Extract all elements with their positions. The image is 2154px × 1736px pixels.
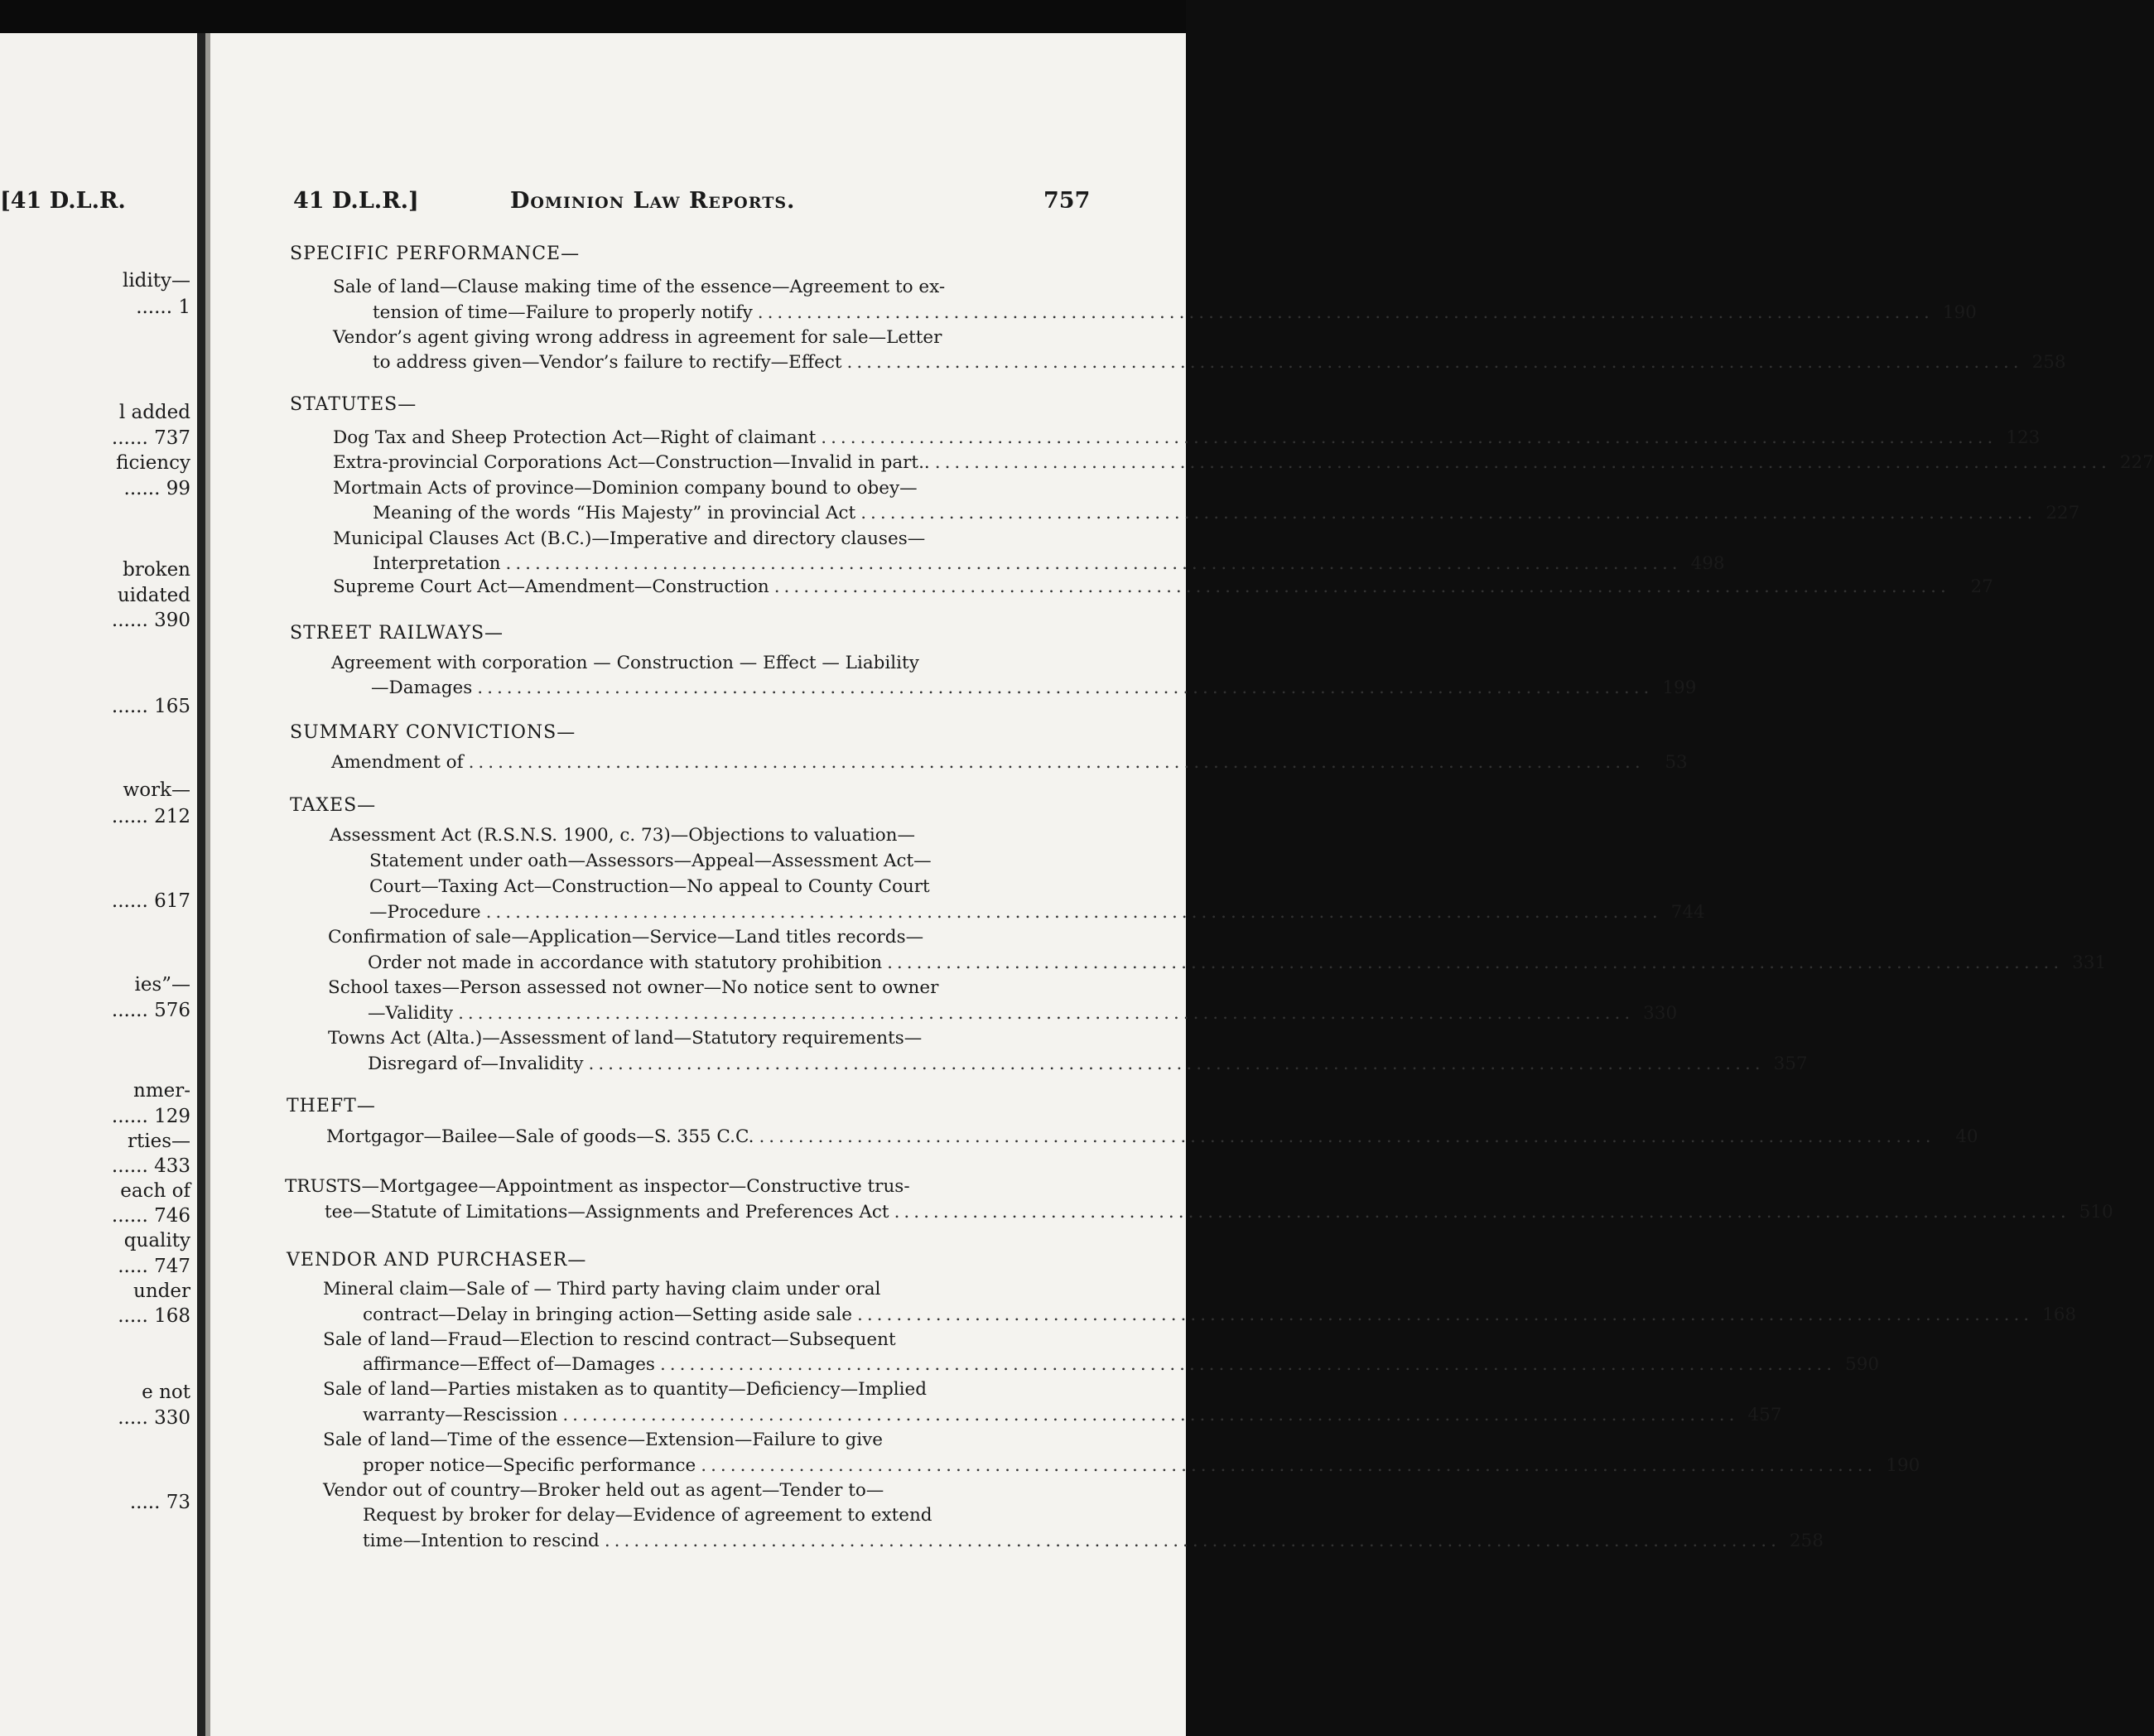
leader-dots: ........................................................................................................................ [894, 1202, 2070, 1222]
leader-dots: ........................................................................................................................ [562, 1405, 1739, 1425]
index-line [373, 503, 2080, 523]
section-heading: STREET RAILWAYS— [290, 623, 504, 644]
index-line-text: Extra-provincial Corporations Act—Construction—Invalid in part.. [333, 452, 930, 473]
index-line [323, 1381, 994, 1399]
index-line [363, 1405, 1782, 1425]
index-line-text: Agreement with corporation — Construction — Effect — Liability [331, 653, 919, 673]
leader-dots: ........................................................................................................................ [468, 752, 1645, 773]
left-fragment-line: ...... 212 [111, 806, 190, 827]
page-reference: 744 [1670, 902, 1705, 923]
index-line-text: Confirmation of sale—Application—Service—Land titles records— [328, 927, 924, 948]
section-heading: TAXES— [290, 795, 377, 816]
index-line-text: Order not made in accordance with statutory prohibition [368, 952, 883, 973]
index-line-text: Sale of land—Clause making time of the essence—Agreement to ex- [333, 277, 946, 297]
page-reference: 498 [1690, 553, 1725, 574]
index-line-text: Statement under oath—Assessors—Appeal—Assessment Act— [369, 851, 932, 871]
index-line-text: tee—Statute of Limitations—Assignments and Preferences Act [325, 1202, 889, 1222]
index-line [369, 902, 1705, 923]
left-fragment-line: quality [123, 1230, 190, 1251]
index-line [328, 928, 994, 947]
leader-dots: ........................................................................................................................ [773, 576, 1950, 597]
page-gutter [197, 33, 205, 1736]
left-fragment-line: ...... 129 [111, 1106, 190, 1127]
index-line [369, 852, 994, 870]
leader-dots: ........................................................................................................................ [604, 1531, 1781, 1551]
leader-dots: ........................................................................................................................ [458, 1003, 1635, 1024]
index-line-text: Assessment Act (R.S.N.S. 1900, c. 73)—Objections to valuation— [330, 825, 916, 846]
index-line [369, 878, 994, 896]
index-line-text: contract—Delay in bringing action—Setting aside sale [363, 1304, 853, 1325]
index-line [323, 1431, 994, 1449]
index-line-text: Towns Act (Alta.)—Assessment of land—Statutory requirements— [328, 1028, 923, 1049]
index-line [371, 678, 1697, 698]
page-reference: 123 [2006, 427, 2041, 448]
page-reference: 40 [1955, 1126, 1978, 1147]
leader-dots: ........................................................................................................................ [887, 952, 2064, 973]
index-line [328, 979, 994, 997]
left-fragment-line: ..... 168 [118, 1305, 190, 1327]
page-reference: 168 [2042, 1304, 2077, 1325]
page-number: 757 [1043, 188, 1091, 214]
index-line [363, 1304, 2077, 1325]
index-line-text: Amendment of [331, 752, 464, 773]
page-reference: 227 [2119, 452, 2154, 473]
left-running-head [0, 190, 197, 223]
index-line [328, 1030, 994, 1048]
index-line [363, 1507, 994, 1525]
index-line-text: proper notice—Specific performance [363, 1455, 696, 1476]
index-line-text: TRUSTS—Mortgagee—Appointment as inspector—Constructive trus- [285, 1176, 910, 1197]
index-line [333, 329, 994, 347]
index-line-text: Sale of land—Parties mistaken as to quantity—Deficiency—Implied [323, 1379, 927, 1400]
page-reference: 331 [2072, 952, 2107, 973]
section-heading: SPECIFIC PERFORMANCE— [290, 244, 581, 264]
index-line-text: School taxes—Person assessed not owner—No notice sent to owner [328, 977, 939, 998]
left-fragment-line: ...... 737 [111, 427, 190, 449]
leader-dots: ........................................................................................................................ [759, 1126, 1935, 1147]
index-line [368, 1054, 1808, 1074]
page-reference: 510 [2079, 1202, 2113, 1222]
page-reference: 330 [1643, 1003, 1678, 1024]
index-line [333, 452, 2154, 473]
index-line-text: warranty—Rescission [363, 1405, 558, 1425]
left-page-fragment [0, 33, 197, 1736]
leader-dots: ........................................................................................................................ [857, 1304, 2034, 1325]
index-line [331, 752, 1688, 773]
index-line-text: —Validity [368, 1003, 454, 1024]
index-line-text: —Procedure [369, 902, 481, 923]
page-reference: 227 [2046, 503, 2080, 523]
running-head [293, 190, 1186, 219]
index-line [373, 302, 1977, 323]
index-line-text: —Damages [371, 678, 473, 698]
volume-label: 41 D.L.R.] [293, 188, 419, 214]
index-line-text: Request by broker for delay—Evidence of agreement to extend [363, 1505, 932, 1526]
leader-dots: ........................................................................................................................ [485, 902, 1662, 923]
index-line-text: Mortgagor—Bailee—Sale of goods—S. 355 C.C. [326, 1126, 754, 1147]
left-fragment-line: ...... 165 [111, 696, 190, 717]
index-line-text: Mortmain Acts of province—Dominion company bound to obey— [333, 478, 918, 499]
index-line [363, 1531, 1824, 1551]
section-heading: THEFT— [287, 1096, 376, 1116]
index-line-text: Disregard of—Invalidity [368, 1054, 584, 1074]
index-line-text: Supreme Court Act—Amendment—Construction [333, 576, 769, 597]
index-line [326, 1126, 1978, 1147]
left-fragment-line: uidated [117, 585, 190, 606]
index-line-text: affirmance—Effect of—Damages [363, 1354, 655, 1375]
index-line [373, 352, 2066, 373]
index-line-text: Court—Taxing Act—Construction—No appeal to County Court [369, 876, 930, 897]
index-line [331, 654, 994, 673]
index-line [333, 427, 2041, 448]
running-head-title: Dominion Law Reports. [510, 188, 796, 214]
page-reference: 357 [1773, 1054, 1808, 1074]
leader-dots: ........................................................................................................................ [588, 1054, 1765, 1074]
index-line-text: Vendor’s agent giving wrong address in agreement for sale—Letter [333, 327, 942, 348]
index-line [323, 1331, 994, 1349]
index-line-text: Mineral claim—Sale of — Third party having claim under oral [323, 1279, 881, 1300]
index-line-text: Vendor out of country—Broker held out as agent—Tender to— [323, 1480, 884, 1501]
page-reference: 457 [1747, 1405, 1782, 1425]
left-fragment-line: ies”— [134, 974, 190, 996]
left-fragment-line: ...... 617 [111, 890, 190, 912]
index-line [325, 1202, 2113, 1222]
left-fragment-line: each of [120, 1180, 190, 1202]
index-line [333, 278, 994, 297]
index-line-text: Dog Tax and Sheep Protection Act—Right of claimant [333, 427, 817, 448]
leader-dots: ........................................................................................................................ [757, 302, 1934, 323]
leader-dots: ........................................................................................................................ [477, 678, 1654, 698]
page-reference: 590 [1845, 1354, 1880, 1375]
index-line-text: to address given—Vendor’s failure to rectify—Effect [373, 352, 842, 373]
index-line [333, 576, 1993, 597]
index-line [363, 1455, 1920, 1476]
page-reference: 199 [1662, 678, 1697, 698]
right-page [210, 33, 2154, 1736]
section-heading: STATUTES— [290, 394, 417, 415]
left-fragment-line: ..... 73 [129, 1492, 190, 1513]
index-line-text: Meaning of the words “His Majesty” in provincial Act [373, 503, 856, 523]
index-line-text: Interpretation [373, 553, 501, 574]
page-reference: 53 [1665, 752, 1688, 773]
left-fragment-line: nmer- [133, 1080, 190, 1102]
section-heading: VENDOR AND PURCHASER— [287, 1250, 587, 1271]
left-fragment-line: lidity— [122, 270, 190, 292]
index-line [368, 952, 2107, 973]
left-fragment-line: ...... 746 [111, 1205, 190, 1227]
left-running-head-text: [41 D.L.R. [0, 188, 126, 214]
index-line-text: time—Intention to rescind [363, 1531, 600, 1551]
left-fragment-line: e not [142, 1382, 190, 1403]
left-fragment-line: ...... 433 [111, 1155, 190, 1177]
leader-dots: ........................................................................................................................ [846, 352, 2023, 373]
index-line [373, 553, 1725, 574]
index-line [363, 1354, 1880, 1375]
page-reference: 258 [1789, 1531, 1824, 1551]
page-reference: 258 [2031, 352, 2066, 373]
leader-dots: ........................................................................................................................ [821, 427, 1997, 448]
index-line [323, 1280, 994, 1299]
left-fragment-line: ...... 390 [111, 610, 190, 631]
index-line [368, 1003, 1678, 1024]
left-fragment-line: l added [118, 402, 190, 423]
index-line [330, 827, 994, 845]
left-fragment-line: ..... 330 [118, 1407, 190, 1429]
leader-dots: ........................................................................................................................ [701, 1455, 1877, 1476]
left-fragment-line: ...... 99 [123, 478, 190, 499]
left-fragment-line: ...... 1 [136, 297, 190, 318]
index-line-text: Sale of land—Fraud—Election to rescind contract—Subsequent [323, 1329, 896, 1350]
left-fragment-line: ficiency [116, 452, 190, 474]
index-line-text: Municipal Clauses Act (B.C.)—Imperative and directory clauses— [333, 528, 926, 549]
index-line [323, 1482, 994, 1500]
leader-dots: ........................................................................................................................ [934, 452, 2111, 473]
left-fragment-line: work— [123, 779, 190, 801]
left-fragment-line: rties— [127, 1131, 190, 1152]
index-line [285, 1178, 994, 1196]
section-heading: SUMMARY CONVICTIONS— [290, 722, 576, 743]
index-line-text: Sale of land—Time of the essence—Extension—Failure to give [323, 1430, 883, 1450]
page-reference: 190 [1886, 1455, 1920, 1476]
index-line [333, 480, 994, 498]
left-fragment-line: under [133, 1280, 190, 1302]
page-reference: 27 [1970, 576, 1993, 597]
index-line-text: tension of time—Failure to properly notify [373, 302, 753, 323]
leader-dots: ........................................................................................................................ [659, 1354, 1837, 1375]
left-fragment-line: ..... 747 [118, 1256, 190, 1277]
index-line [333, 530, 994, 548]
page-reference: 190 [1942, 302, 1977, 323]
left-fragment-line: ...... 576 [111, 1000, 190, 1021]
leader-dots: ........................................................................................................................ [505, 553, 1682, 574]
leader-dots: ........................................................................................................................ [860, 503, 2037, 523]
scan-top-border [0, 0, 1186, 33]
left-fragment-line: broken [123, 559, 190, 581]
